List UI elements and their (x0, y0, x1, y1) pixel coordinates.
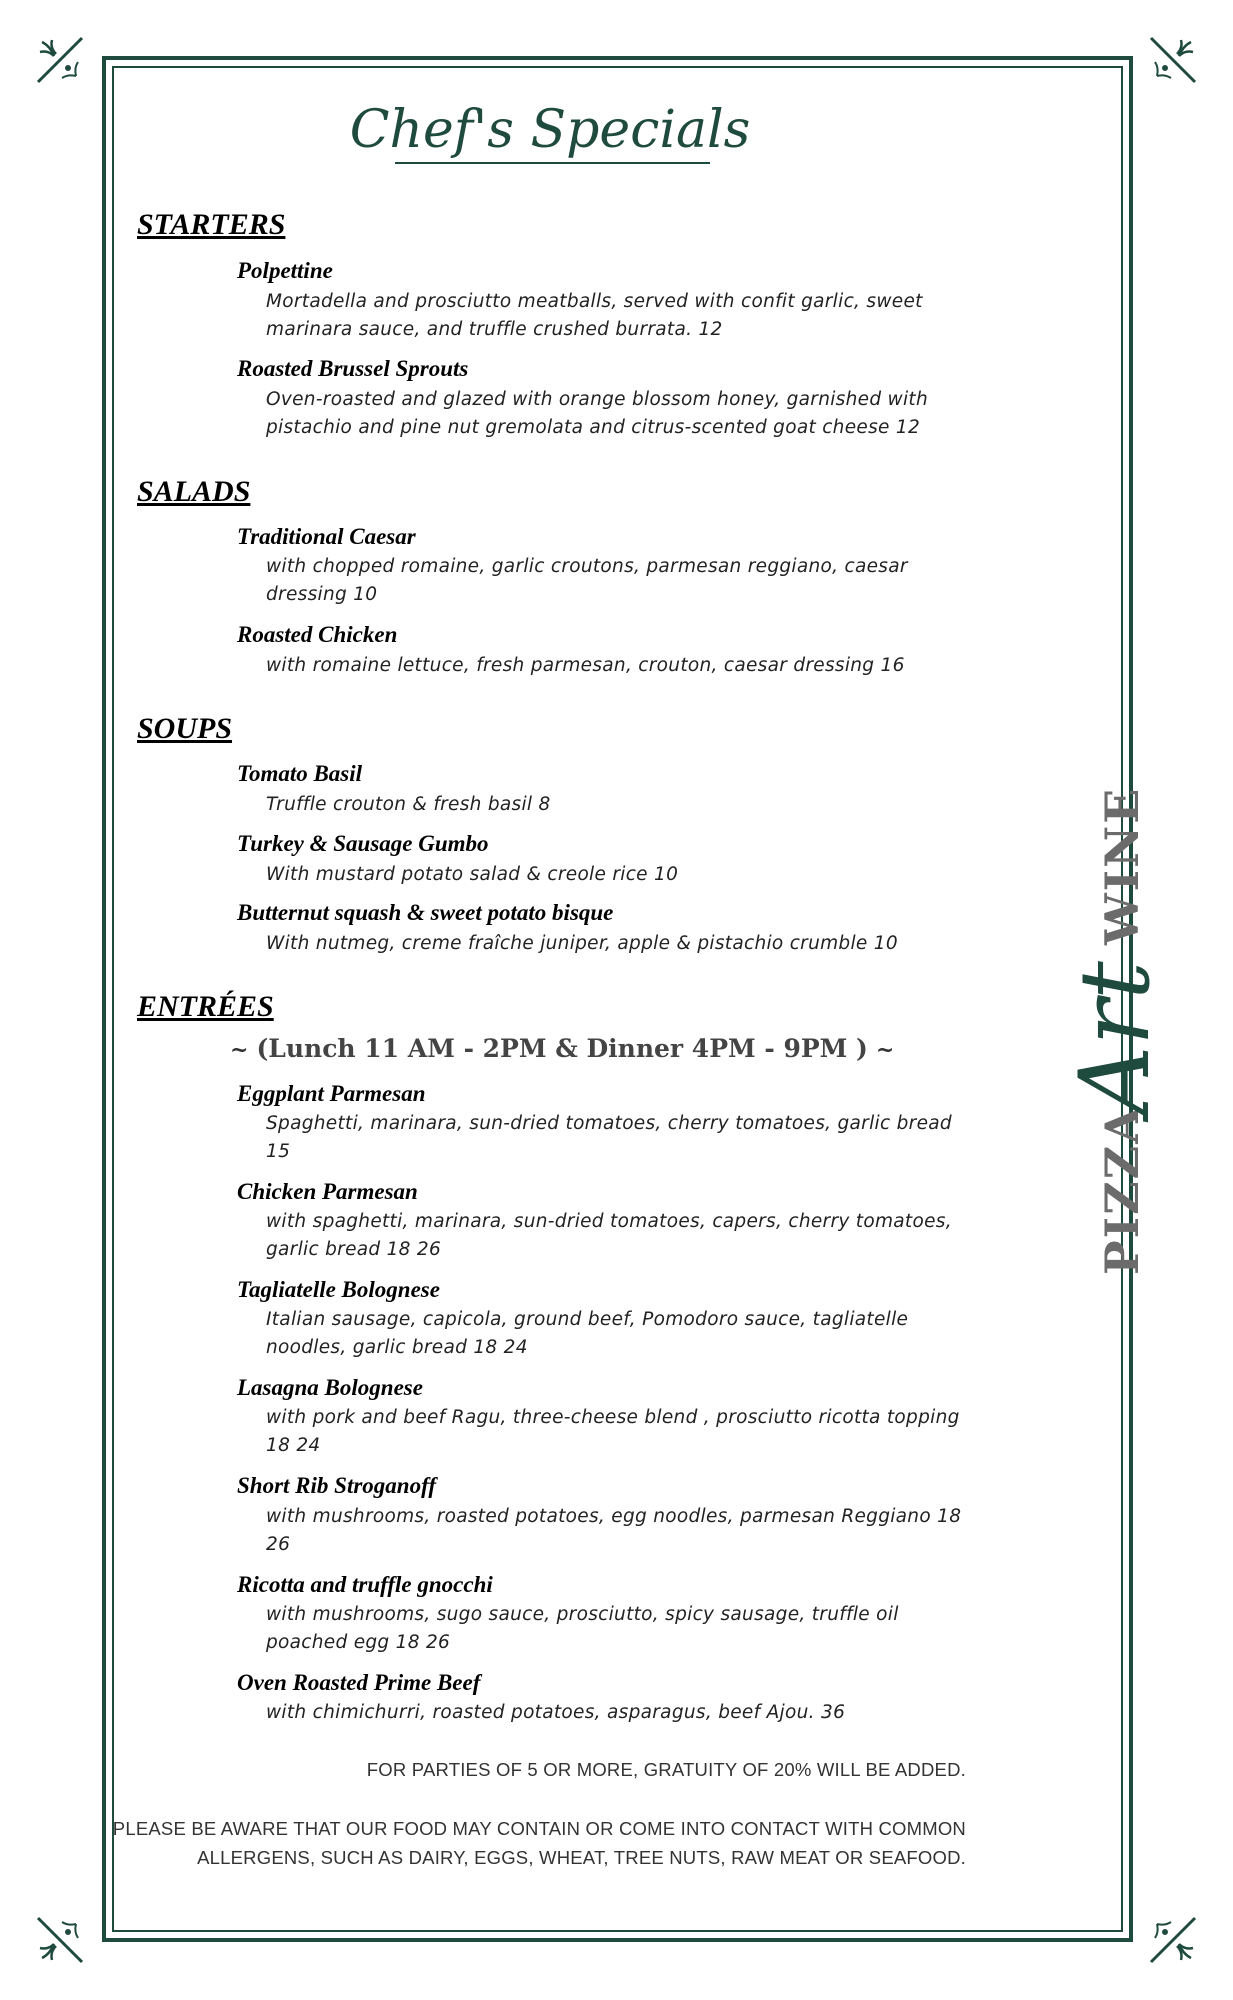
menu-item-name: Roasted Chicken (237, 622, 398, 647)
menu-item-description: With nutmeg, creme fraîche juniper, apple & pistachio crumble 10 (266, 933, 898, 954)
swirl-ornament-icon: ~ (230, 1037, 249, 1063)
allergen-note-line: PLEASE BE AWARE THAT OUR FOOD MAY CONTAIN OR COME INTO CONTACT WITH COMMON (112, 1818, 966, 1839)
menu-item-name: Eggplant Parmesan (237, 1081, 426, 1106)
corner-ornament-icon (32, 1912, 88, 1968)
menu-item-description: Italian sausage, capicola, ground beef, Pomodoro sauce, tagliatelle noodles, garlic bread 18 24 (266, 1309, 909, 1358)
menu-item-description: with romaine lettuce, fresh parmesan, crouton, caesar dressing 16 (266, 655, 905, 676)
corner-ornament-icon (1145, 1912, 1201, 1968)
menu-item-name: Polpettine (237, 258, 333, 283)
page-title: Chef's Specials (349, 100, 751, 160)
menu-item-description: Truffle crouton & fresh basil 8 (266, 794, 551, 815)
logo-pizza-text: PIZZA (1095, 1106, 1149, 1275)
menu-item-name: Ricotta and truffle gnocchi (237, 1572, 493, 1597)
menu-item-name: Tagliatelle Bolognese (237, 1277, 440, 1302)
menu-item-description: Mortadella and prosciutto meatballs, served with confit garlic, sweet marinara sauce, and truffle crushed burrata. 12 (266, 291, 923, 340)
menu-item-name: Turkey & Sausage Gumbo (237, 831, 489, 856)
menu-item-description: with spaghetti, marinara, sun-dried tomatoes, capers, cherry tomatoes, garlic bread 18 26 (266, 1211, 952, 1260)
menu-item-name: Tomato Basil (237, 761, 363, 786)
menu-item-description: with mushrooms, roasted potatoes, egg noodles, parmesan Reggiano 18 26 (266, 1506, 962, 1555)
menu-item-name: Butternut squash & sweet potato bisque (237, 900, 614, 925)
entree-hours (222, 1034, 902, 1063)
hours-text: (Lunch 11 AM - 2PM & Dinner 4PM - 9PM ) (256, 1034, 868, 1063)
logo-wine-text: WINE (1095, 786, 1149, 945)
menu-item-name: Chicken Parmesan (237, 1179, 418, 1204)
menu-item-description: with chimichurri, roasted potatoes, asparagus, beef Ajou. 36 (266, 1702, 846, 1723)
corner-ornament-icon (32, 32, 88, 88)
menu-item-description: with chopped romaine, garlic croutons, parmesan reggiano, caesar dressing 10 (266, 556, 908, 605)
corner-ornament-icon (1145, 32, 1201, 88)
section-title-starters: STARTERS (137, 208, 286, 241)
menu-item-name: Short Rib Stroganoff (237, 1473, 436, 1498)
gratuity-note: FOR PARTIES OF 5 OR MORE, GRATUITY OF 20% WILL BE ADDED. (366, 1759, 966, 1780)
swirl-ornament-icon: ~ (875, 1037, 895, 1063)
logo-art-text: Art (1059, 961, 1171, 1115)
menu-item-name: Roasted Brussel Sprouts (237, 356, 469, 381)
menu-item-name: Lasagna Bolognese (237, 1375, 423, 1400)
allergen-note-line: ALLERGENS, SUCH AS DAIRY, EGGS, WHEAT, TREE NUTS, RAW MEAT OR SEAFOOD. (197, 1847, 966, 1868)
menu-item-description: Spaghetti, marinara, sun-dried tomatoes, cherry tomatoes, garlic bread 15 (266, 1113, 952, 1162)
menu-item-description: with mushrooms, sugo sauce, prosciutto, spicy sausage, truffle oil poached egg 18 26 (266, 1604, 899, 1653)
menu-item-description: Oven-roasted and glazed with orange blossom honey, garnished with pistachio and pine nut gremolata and citrus-scented goat cheese 12 (266, 389, 928, 438)
menu-item-name: Traditional Caesar (237, 524, 416, 549)
title-underline (395, 162, 710, 164)
pizza-art-wine-logo (1059, 786, 1175, 1275)
menu-item-name: Oven Roasted Prime Beef (237, 1670, 481, 1695)
section-title-entrees: ENTRÉES (137, 990, 274, 1023)
section-title-soups: SOUPS (137, 712, 233, 745)
menu-item-description: With mustard potato salad & creole rice 10 (266, 864, 679, 885)
menu-item-description: with pork and beef Ragu, three-cheese blend , prosciutto ricotta topping 18 24 (266, 1407, 960, 1456)
section-title-salads: SALADS (137, 475, 251, 508)
